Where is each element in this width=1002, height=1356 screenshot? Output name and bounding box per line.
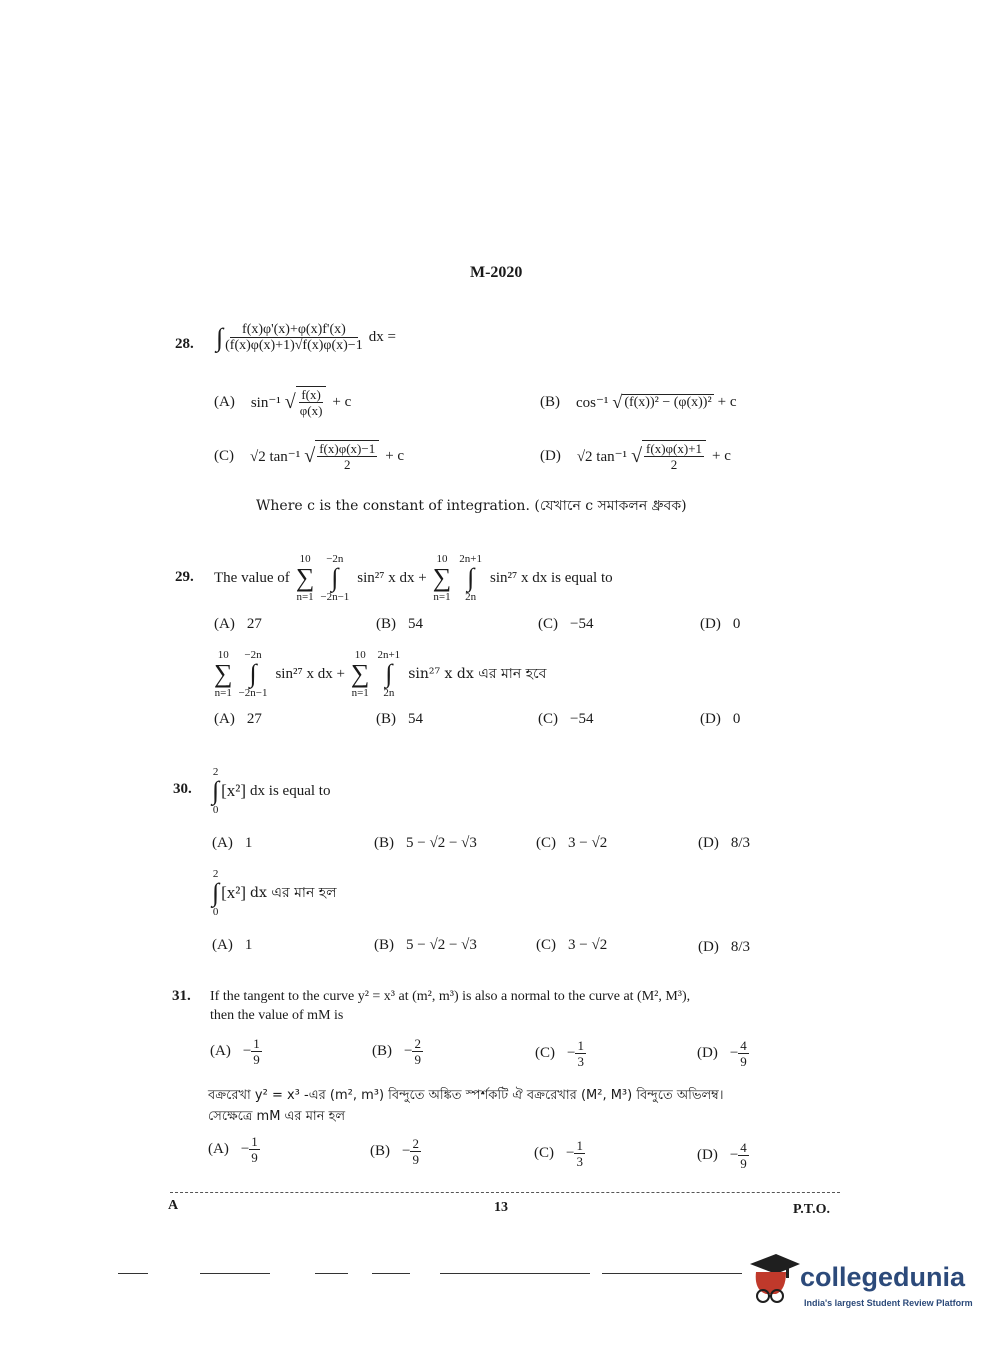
- option-label: (D): [698, 835, 719, 851]
- frac-den: 9: [740, 1054, 747, 1069]
- q29-option-a: [214, 616, 262, 633]
- option-value: 0: [732, 711, 741, 727]
- q30-bn-option-d: [698, 939, 750, 956]
- frac-den: 3: [577, 1054, 584, 1069]
- term-1: sin²⁷ x dx +: [357, 569, 427, 586]
- option-label: (A): [208, 1141, 229, 1157]
- q31-bn-line-1: বক্ররেখা y² = x³ -এর (m², m³) বিন্দুতে অঙ্কিত স্পর্শকটি ঐ বক্ররেখার (M², M³) বিন্দুতে অভিলম্ব।: [208, 1088, 724, 1103]
- q30-option-b: [374, 835, 477, 852]
- sigma-symbol: ∑: [295, 563, 315, 592]
- option-tail: + c: [712, 447, 731, 464]
- integral-symbol: ∫: [331, 563, 339, 592]
- sum-top: 10: [217, 649, 229, 661]
- option-value: 3 − √2: [568, 835, 608, 851]
- sum-bottom: n=1: [296, 591, 314, 603]
- scan-artifact-line: [440, 1273, 590, 1274]
- int-bottom: 2n: [383, 687, 395, 699]
- scan-artifact-line: [118, 1273, 148, 1274]
- q28-option-b: (B) cos⁻¹ √ (f(x))² − (φ(x))² + c: [540, 392, 737, 412]
- q28-option-d: (D) √2 tan⁻¹ √ $\frac{f(x)\varphi(x)+1}{2}$ + c: [540, 441, 731, 472]
- q30-tail: dx is equal to: [250, 782, 331, 799]
- option-label: (D): [697, 1147, 718, 1163]
- sigma-symbol: ∑: [350, 659, 370, 688]
- option-value: 1: [244, 835, 253, 851]
- q31-bn-option-a: [208, 1134, 260, 1165]
- option-func: cos⁻¹: [576, 395, 609, 411]
- frac-den: 9: [251, 1150, 258, 1165]
- integral: [212, 766, 219, 816]
- sum-1: [296, 553, 315, 603]
- option-sign: −: [404, 1043, 413, 1059]
- option-label: (C): [535, 1045, 555, 1061]
- option-value: 5 − √2 − √3: [406, 937, 477, 953]
- option-label: (A): [212, 835, 233, 851]
- integrand-numerator: f(x)φ'(x)+φ(x)f'(x): [230, 322, 358, 338]
- option-sign: −: [566, 1145, 575, 1161]
- integral-symbol: ∫: [216, 322, 224, 352]
- question-30-number: 30.: [173, 781, 192, 797]
- frac-num: 1: [251, 1134, 258, 1149]
- q28-note: Where c is the constant of integration. (যেখানে c সমাকলন ধ্রুবক): [256, 498, 687, 514]
- rad-den: φ(x): [299, 403, 323, 418]
- q31-option-b: [372, 1036, 423, 1067]
- sigma-symbol: ∑: [214, 659, 233, 688]
- frac-num: 4: [740, 1140, 747, 1155]
- rad-den: 2: [670, 457, 678, 472]
- int-top: −2n: [244, 649, 262, 661]
- q28-option-a: (A) sin⁻¹ √ $\frac{f(x)}{\varphi(x)}$ + c: [214, 387, 352, 418]
- question-31-number: 31.: [172, 988, 191, 1004]
- sum-bottom: n=1: [433, 591, 451, 603]
- option-radicand: [315, 440, 379, 472]
- option-value: 1: [244, 937, 253, 953]
- q31-bn-option-c: [534, 1138, 585, 1169]
- int-bottom: −2n−1: [320, 591, 350, 603]
- q30-option-d: [698, 835, 750, 852]
- sum-2: [351, 649, 370, 699]
- q28-option-c: (C) √2 tan⁻¹ √ $\frac{f(x)\varphi(x)-1}{2}$ + c: [214, 441, 405, 472]
- option-label: (A): [214, 711, 235, 727]
- int-bottom: 2n: [465, 591, 477, 603]
- option-label: (C): [536, 835, 556, 851]
- frac-den: 9: [412, 1152, 419, 1167]
- option-radicand: (f(x))² − (φ(x))²: [624, 395, 712, 410]
- option-value: 54: [408, 711, 423, 727]
- option-label: (A): [212, 937, 233, 953]
- option-value: 0: [732, 616, 741, 632]
- q31-option-c: [535, 1038, 586, 1069]
- sum-bottom: n=1: [351, 687, 369, 699]
- frac-num: 4: [740, 1038, 747, 1053]
- sum-bottom: n=1: [214, 687, 232, 699]
- option-value: 8/3: [730, 835, 750, 851]
- term-2: sin²⁷ x dx is equal to: [490, 569, 613, 586]
- question-28-integral: [216, 322, 396, 353]
- option-value: 27: [246, 616, 262, 632]
- option-value: −54: [570, 711, 594, 727]
- option-value: 54: [408, 616, 423, 632]
- integral: [212, 868, 219, 918]
- q31-bn-option-b: [370, 1136, 421, 1167]
- option-label: (D): [700, 711, 721, 727]
- option-sign: −: [240, 1141, 250, 1157]
- frac-den: 3: [576, 1154, 583, 1169]
- logo-wordmark: collegedunia: [800, 1262, 966, 1292]
- option-tail: + c: [385, 447, 405, 464]
- term-1: sin²⁷ x dx +: [275, 665, 345, 682]
- option-radicand: [296, 386, 327, 418]
- option-label: (A): [214, 616, 235, 632]
- option-label: (D): [700, 616, 721, 632]
- option-fraction: [410, 1136, 421, 1167]
- q29-option-b: [376, 616, 423, 633]
- option-sign: −: [729, 1147, 739, 1163]
- option-label: (B): [374, 937, 394, 953]
- q30-bn-option-c: [536, 937, 607, 954]
- int-top: −2n: [326, 553, 344, 565]
- int-top: 2n+1: [377, 649, 401, 661]
- option-sign: −: [729, 1045, 739, 1061]
- frac-den: 9: [740, 1156, 747, 1171]
- q29-option-c: [538, 616, 593, 633]
- option-fraction: [574, 1138, 585, 1169]
- option-label: (C): [538, 616, 558, 632]
- option-fraction: [738, 1038, 749, 1069]
- frac-den: 9: [253, 1052, 260, 1067]
- question-30-expression-bn: [212, 862, 337, 924]
- option-value: 27: [246, 711, 262, 727]
- integral-tail: dx =: [368, 329, 396, 345]
- footer-left-label: A: [168, 1198, 179, 1213]
- q30-tail-bn: dx এর মান হল: [250, 885, 337, 901]
- q30-bn-option-b: [374, 937, 477, 954]
- option-label: (C): [538, 711, 558, 727]
- option-tail: + c: [717, 394, 737, 410]
- scan-artifact-line: [315, 1273, 348, 1274]
- option-radicand: [642, 440, 706, 472]
- frac-num: 1: [253, 1036, 260, 1051]
- q30-option-a: [212, 835, 252, 852]
- sum-top: 10: [436, 553, 448, 565]
- integral-2: [459, 553, 482, 603]
- frac-num: 1: [576, 1138, 583, 1153]
- option-label: (A): [210, 1043, 231, 1059]
- option-sign: −: [242, 1043, 252, 1059]
- option-func: sin⁻¹: [250, 394, 281, 411]
- q29-bn-option-a: [214, 711, 262, 728]
- frac-num: 2: [412, 1136, 419, 1151]
- option-value: 8/3: [730, 939, 750, 955]
- sigma-symbol: ∑: [432, 563, 452, 592]
- option-label: (C): [536, 937, 556, 953]
- q30-bn-option-a: [212, 937, 252, 954]
- option-label: (C): [534, 1145, 554, 1161]
- footer-divider: [170, 1192, 840, 1193]
- q31-line-2: then the value of mM is: [210, 1008, 344, 1023]
- rad-num: f(x)φ(x)−1: [319, 441, 376, 456]
- integral-1: [239, 649, 268, 699]
- sum-top: 10: [354, 649, 366, 661]
- int-bottom: −2n−1: [238, 687, 268, 699]
- integral-1: [320, 553, 349, 603]
- option-func: √2 tan⁻¹: [250, 448, 301, 465]
- q31-option-d: [697, 1038, 749, 1069]
- question-29-expression: [214, 548, 613, 608]
- frac-den: 9: [414, 1052, 421, 1067]
- frac-num: 2: [414, 1036, 421, 1051]
- integrand-denominator: (f(x)φ(x)+1)√f(x)φ(x)−1: [225, 338, 363, 353]
- q31-bn-line-2: সেক্ষেত্রে mM এর মান হল: [208, 1109, 346, 1124]
- option-label: (B): [370, 1143, 390, 1159]
- q29-bn-option-b: [376, 711, 423, 728]
- rad-den: 2: [343, 457, 351, 472]
- question-29-number: 29.: [175, 569, 194, 585]
- option-value: −54: [570, 616, 594, 632]
- option-label: (B): [374, 835, 394, 851]
- sum-2: [433, 553, 452, 603]
- integrand: [x²]: [221, 883, 247, 902]
- q29-option-d: [700, 616, 740, 633]
- option-label: (D): [698, 939, 719, 955]
- option-fraction: [738, 1140, 749, 1171]
- q29-bn-option-c: [538, 711, 593, 728]
- question-30-expression: [212, 760, 330, 822]
- pto-label: P.T.O.: [793, 1202, 830, 1217]
- q31-option-a: [210, 1036, 262, 1067]
- option-fraction: [575, 1038, 586, 1069]
- option-label: (A): [214, 393, 235, 410]
- scan-artifact-line: [200, 1273, 270, 1274]
- sum-top: 10: [299, 553, 311, 565]
- q31-line-1: If the tangent to the curve y² = x³ at (m², m³) is also a normal to the curve at (M², M³),: [210, 989, 691, 1004]
- option-value: 5 − √2 − √3: [406, 835, 477, 851]
- collegedunia-logo-icon: [746, 1250, 800, 1306]
- int-top: 2: [212, 766, 219, 778]
- option-label: (B): [372, 1043, 392, 1059]
- question-28-number: 28.: [175, 336, 194, 352]
- option-sign: −: [402, 1143, 411, 1159]
- scan-artifact-line: [602, 1273, 742, 1274]
- q30-option-c: [536, 835, 607, 852]
- option-fraction: [249, 1134, 260, 1165]
- int-top: 2n+1: [459, 553, 482, 565]
- integral-symbol: ∫: [249, 659, 257, 688]
- page-number: 13: [494, 1200, 508, 1215]
- integral-2: [377, 649, 400, 699]
- q31-bn-option-d: [697, 1140, 749, 1171]
- integral-symbol: ∫: [467, 563, 475, 592]
- option-label: (B): [376, 711, 396, 727]
- scan-artifact-line: [372, 1273, 410, 1274]
- question-29-expression-bn: [214, 644, 546, 704]
- rad-num: f(x): [301, 387, 321, 402]
- int-bottom: 0: [212, 804, 219, 816]
- integral-symbol: ∫: [212, 878, 220, 907]
- integrand-fraction: [223, 322, 365, 353]
- option-label: (D): [540, 447, 561, 464]
- option-label: (B): [376, 616, 396, 632]
- option-label: (C): [214, 447, 234, 464]
- q29-lead: The value of: [214, 569, 290, 586]
- option-fraction: [251, 1036, 262, 1067]
- rad-num: f(x)φ(x)+1: [646, 441, 703, 456]
- option-value: 3 − √2: [568, 937, 608, 953]
- option-func: √2 tan⁻¹: [576, 448, 628, 465]
- int-top: 2: [212, 868, 219, 880]
- q29-bn-option-d: [700, 711, 740, 728]
- term-2-bn: sin²⁷ x dx এর মান হবে: [408, 666, 547, 682]
- frac-num: 1: [577, 1038, 584, 1053]
- option-tail: + c: [332, 393, 352, 410]
- int-bottom: 0: [212, 906, 219, 918]
- integral-symbol: ∫: [385, 659, 393, 688]
- logo-tagline: India's largest Student Review Platform: [804, 1298, 973, 1308]
- paper-code: M-2020: [470, 264, 523, 281]
- option-label: (D): [697, 1045, 718, 1061]
- integrand: [x²]: [221, 781, 247, 800]
- sum-1: [214, 649, 233, 699]
- option-fraction: [412, 1036, 423, 1067]
- option-sign: −: [567, 1045, 576, 1061]
- integral-symbol: ∫: [212, 776, 220, 805]
- option-label: (B): [540, 394, 560, 410]
